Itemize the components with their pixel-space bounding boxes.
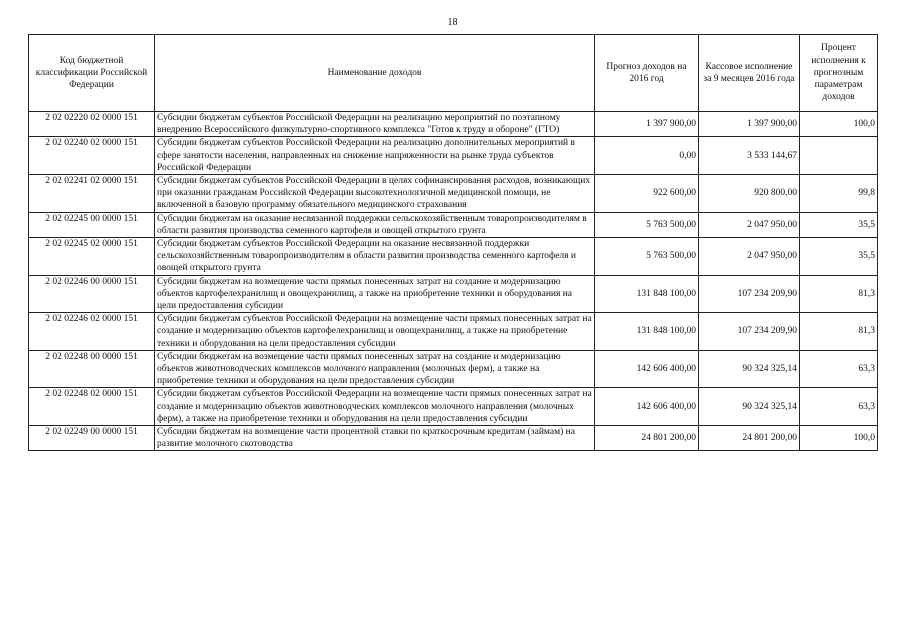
cell-execution: 3 533 144,67 — [699, 137, 800, 175]
cell-percent: 100,0 — [800, 426, 878, 451]
cell-forecast: 142 606 400,00 — [595, 388, 699, 426]
table-row — [29, 350, 878, 388]
cell-code: 2 02 02245 00 0000 151 — [29, 212, 155, 237]
table-row — [29, 238, 878, 276]
cell-code: 2 02 02249 00 0000 151 — [29, 426, 155, 451]
cell-name: Субсидии бюджетам субъектов Российской Федерации на возмещение части прямых понесенных затрат на создание и модернизацию объектов животноводческих комплексов молочного направления (молочных ферм), а также на приобретение техники и оборудования на цели предоставления субсидии — [155, 388, 595, 426]
cell-name: Субсидии бюджетам субъектов Российской Федерации на оказание несвязанной поддержки сельскохозяйственным товаропроизводителям в области развития производства семенного картофеля и овощей открытого грунта — [155, 238, 595, 276]
cell-code: 2 02 02248 00 0000 151 — [29, 350, 155, 388]
cell-execution: 90 324 325,14 — [699, 350, 800, 388]
cell-percent: 81,3 — [800, 275, 878, 313]
cell-name: Субсидии бюджетам на оказание несвязанной поддержки сельскохозяйственным товаропроизводителям в области развития производства семенного картофеля и овощей открытого грунта — [155, 212, 595, 237]
table-row — [29, 426, 878, 451]
cell-forecast: 1 397 900,00 — [595, 112, 699, 137]
cell-execution: 24 801 200,00 — [699, 426, 800, 451]
table-row — [29, 313, 878, 351]
cell-percent: 35,5 — [800, 238, 878, 276]
header-code: Код бюджетной классификации Российской Федерации — [29, 35, 155, 112]
cell-percent: 63,3 — [800, 350, 878, 388]
cell-percent — [800, 137, 878, 175]
table-row — [29, 137, 878, 175]
cell-forecast: 5 763 500,00 — [595, 238, 699, 276]
cell-forecast: 0,00 — [595, 137, 699, 175]
table-header-row — [29, 35, 878, 112]
cell-execution: 90 324 325,14 — [699, 388, 800, 426]
table-row — [29, 388, 878, 426]
cell-code: 2 02 02246 00 0000 151 — [29, 275, 155, 313]
table-row — [29, 175, 878, 213]
revenue-table — [28, 34, 878, 451]
cell-name: Субсидии бюджетам на возмещение части прямых понесенных затрат на создание и модернизацию объектов животноводческих комплексов молочного направления (молочных ферм), а также на приобретение техники и оборудования на цели предоставления субсидии — [155, 350, 595, 388]
cell-percent: 63,3 — [800, 388, 878, 426]
cell-name: Субсидии бюджетам субъектов Российской Федерации на реализацию дополнительных мероприятий в сфере занятости населения, направленных на снижение напряженности на рынке труда субъектов Российской Федерации — [155, 137, 595, 175]
header-name: Наименование доходов — [155, 35, 595, 112]
cell-code: 2 02 02240 02 0000 151 — [29, 137, 155, 175]
table-row — [29, 275, 878, 313]
cell-execution: 2 047 950,00 — [699, 238, 800, 276]
table-row — [29, 212, 878, 237]
cell-code: 2 02 02248 02 0000 151 — [29, 388, 155, 426]
cell-name: Субсидии бюджетам субъектов Российской Федерации в целях софинансирования расходов, возникающих при оказании гражданам Российской Федерации высокотехнологичной медицинской помощи, не включенной в базовую программу обязательного медицинского страхования — [155, 175, 595, 213]
cell-name: Субсидии бюджетам на возмещение части прямых понесенных затрат на создание и модернизацию объектов картофелехранилищ и овощехранилищ, а также на приобретение техники и оборудования на цели предоставления субсидии — [155, 275, 595, 313]
cell-forecast: 131 848 100,00 — [595, 275, 699, 313]
page-number: 18 — [447, 17, 458, 28]
cell-name: Субсидии бюджетам субъектов Российской Федерации на возмещение части прямых понесенных затрат на создание и модернизацию объектов картофелехранилищ и овощехранилищ, а также на приобретение техники и оборудования на цели предоставления субсидии — [155, 313, 595, 351]
cell-code: 2 02 02220 02 0000 151 — [29, 112, 155, 137]
cell-code: 2 02 02245 02 0000 151 — [29, 238, 155, 276]
cell-execution: 1 397 900,00 — [699, 112, 800, 137]
cell-execution: 2 047 950,00 — [699, 212, 800, 237]
cell-forecast: 5 763 500,00 — [595, 212, 699, 237]
header-percent: Процент исполнения к прогнозным параметрам доходов — [800, 35, 878, 112]
cell-percent: 81,3 — [800, 313, 878, 351]
cell-percent: 99,8 — [800, 175, 878, 213]
cell-forecast: 24 801 200,00 — [595, 426, 699, 451]
header-execution: Кассовое исполнение за 9 месяцев 2016 года — [699, 35, 800, 112]
cell-name: Субсидии бюджетам на возмещение части процентной ставки по краткосрочным кредитам (займам) на развитие молочного скотоводства — [155, 426, 595, 451]
cell-execution: 107 234 209,90 — [699, 313, 800, 351]
header-forecast: Прогноз доходов на 2016 год — [595, 35, 699, 112]
cell-forecast: 922 600,00 — [595, 175, 699, 213]
cell-execution: 920 800,00 — [699, 175, 800, 213]
table-row — [29, 112, 878, 137]
cell-percent: 35,5 — [800, 212, 878, 237]
cell-forecast: 131 848 100,00 — [595, 313, 699, 351]
cell-percent: 100,0 — [800, 112, 878, 137]
cell-code: 2 02 02246 02 0000 151 — [29, 313, 155, 351]
cell-forecast: 142 606 400,00 — [595, 350, 699, 388]
cell-execution: 107 234 209,90 — [699, 275, 800, 313]
cell-name: Субсидии бюджетам субъектов Российской Федерации на реализацию мероприятий по поэтапному внедрению Всероссийского физкультурно-спортивного комплекса "Готов к труду и обороне" (ГТО) — [155, 112, 595, 137]
cell-code: 2 02 02241 02 0000 151 — [29, 175, 155, 213]
